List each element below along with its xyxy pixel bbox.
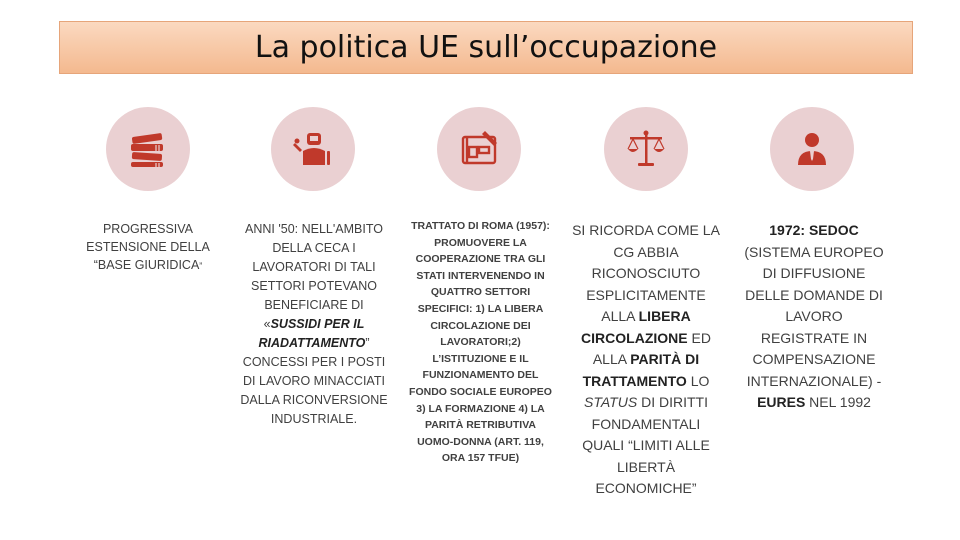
- scales-icon: [624, 127, 668, 171]
- title-banner: [59, 21, 913, 74]
- worker-icon: [291, 127, 335, 171]
- column-base-giuridica: PROGRESSIVA ESTENSIONE DELLA “BASE GIURIDICA”: [86, 222, 210, 272]
- column-anni-50: ANNI '50: NELL'AMBITO DELLA CECA I LAVORATORI DI TALI SETTORI POTEVANO BENEFICIARE DI «SUSSIDI PER IL RIADATTAMENTO” CONCESSI PER I POSTI DI LAVORO MINACCIATI DALLA RICONVERSIONE INDUSTRIALE.: [240, 222, 388, 426]
- blueprint-icon-circle: [437, 107, 521, 191]
- books-icon-circle: [106, 107, 190, 191]
- businessman-icon-circle: [770, 107, 854, 191]
- slide-title: La politica UE sull’occupazione: [254, 30, 718, 65]
- scales-icon-circle: [604, 107, 688, 191]
- businessman-icon: [790, 127, 834, 171]
- c2-intro: ANNI '50:: [245, 222, 299, 236]
- column-cg-diritti: SI RICORDA COME LA CG ABBIA RICONOSCIUTO ESPLICITAMENTE ALLA LIBERA CIRCOLAZIONE ED ALLA PARITÀ DI TRATTAMENTO LO STATUS DI DIRITTI FONDAMENTALI QUALI “LIMITI ALLE LIBERTÀ ECONOMICHE”: [572, 222, 720, 496]
- blueprint-icon: [457, 127, 501, 171]
- column-trattato-roma: TRATTATO DI ROMA (1957): PROMUOVERE LA COOPERAZIONE TRA GLI STATI INTERVENENDO IN QUATTRO SETTORI SPECIFICI: 1) LA LIBERA CIRCOLAZIONE DEI LAVORATORI;2) L’ISTITUZIONE E IL FUNZIONAMENTO DEL FONDO SOCIALE EUROPEO 3) LA FORMAZIONE 4) LA PARITÀ RETRIBUTIVA UOMO-DONNA (ART. 119, ORA 157 TFUE): [409, 220, 552, 465]
- column-sedoc-eures: 1972: SEDOC (SISTEMA EUROPEO DI DIFFUSIONE DELLE DOMANDE DI LAVORO REGISTRATE IN COMPENSAZIONE INTERNAZIONALE) - EURES NEL 1992: [744, 222, 884, 410]
- books-icon: [126, 127, 170, 171]
- worker-icon-circle: [271, 107, 355, 191]
